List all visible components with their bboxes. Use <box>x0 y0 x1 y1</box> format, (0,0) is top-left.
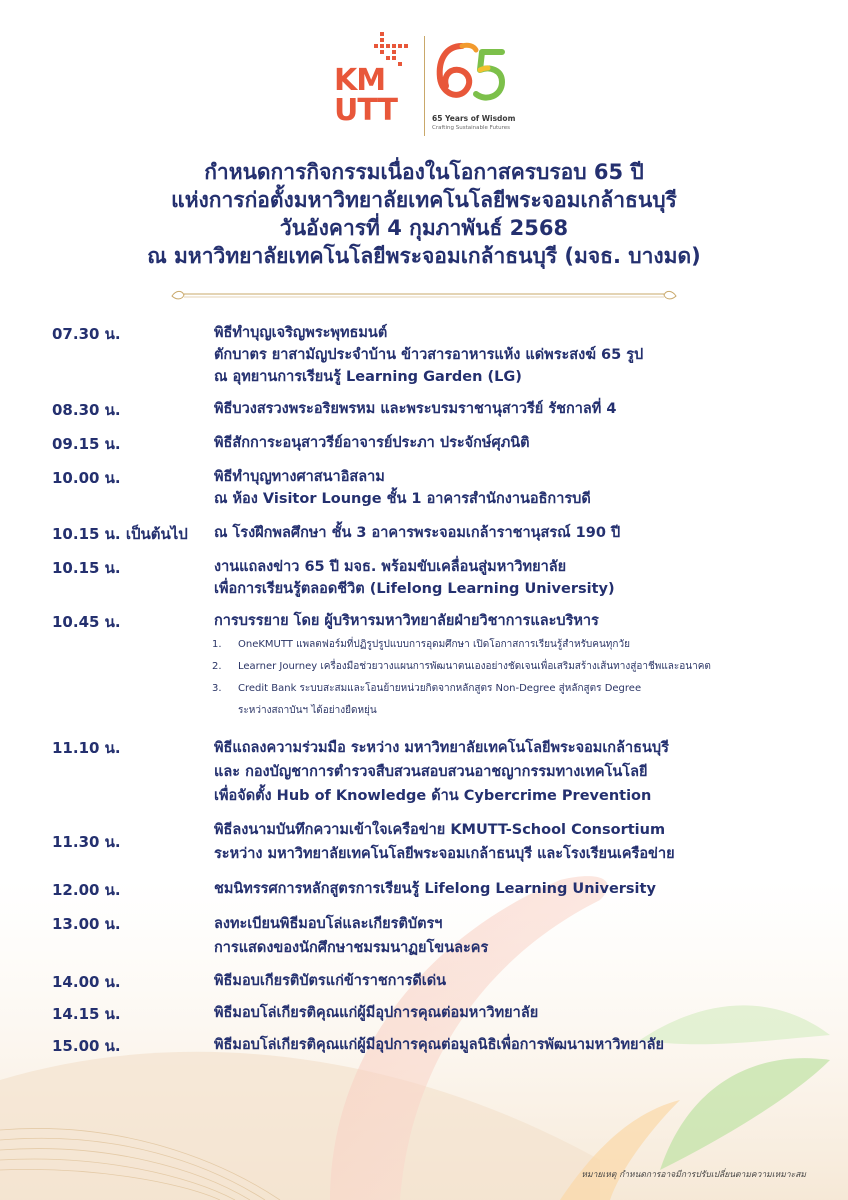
schedule-line: การแสดงของนักศึกษาชมรมนาฏยโขนละคร <box>214 940 489 956</box>
schedule-row <box>52 878 832 900</box>
title-line-2: แห่งการก่อตั้งมหาวิทยาลัยเทคโนโลยีพระจอมเกล้าธนบุรี <box>171 188 677 212</box>
schedule-line: พิธีทำบุญทางศาสนาอิสลาม <box>214 469 385 485</box>
schedule-row <box>52 432 832 454</box>
sixtyfive-subtitle: Crafting Sustainable Futures <box>432 125 511 131</box>
schedule-line: การบรรยาย โดย ผู้บริหารมหาวิทยาลัยฝ่ายวิชาการและบริหาร <box>214 613 599 629</box>
title-line-1: กำหนดการกิจกรรมเนื่องในโอกาสครบรอบ 65 ปี <box>204 160 644 184</box>
schedule-time: 14.00 น. <box>52 973 121 991</box>
schedule-row <box>52 398 832 420</box>
kmutt-text-line1: KM <box>334 63 386 98</box>
schedule-line: พิธีบวงสรวงพระอริยพรหม และพระบรมราชานุสาวรีย์ รัชกาลที่ 4 <box>214 401 617 417</box>
schedule-time: 11.30 น. <box>52 833 121 851</box>
schedule-line: ณ อุทยานการเรียนรู้ Learning Garden (LG) <box>214 369 522 385</box>
schedule-row <box>52 818 832 866</box>
schedule-time: 10.15 น. เป็นต้นไป <box>52 525 188 543</box>
schedule-time: 14.15 น. <box>52 1005 121 1023</box>
schedule-time: 13.00 น. <box>52 915 121 933</box>
schedule-line: ตักบาตร ยาสามัญประจำบ้าน ข้าวสารอาหารแห้ง แด่พระสงฆ์ 65 รูป <box>214 347 644 363</box>
schedule-line: ณ ห้อง Visitor Lounge ชั้น 1 อาคารสำนักงานอธิการบดี <box>214 491 591 507</box>
list-item: 2. Learner Journey เครื่องมือช่วยวางแผนการพัฒนาตนเองอย่างชัดเจนเพื่อเสริมสร้างเส้นทางสู่อาชีพและอนาคต <box>212 661 711 672</box>
schedule-line: ระหว่าง มหาวิทยาลัยเทคโนโลยีพระจอมเกล้าธนบุรี และโรงเรียนเครือข่าย <box>214 846 675 862</box>
schedule-time: 10.15 น. <box>52 559 121 577</box>
schedule-time: 10.45 น. <box>52 613 121 631</box>
schedule-row <box>52 522 832 544</box>
schedule-line: พิธีมอบโล่เกียรติคุณแก่ผู้มีอุปการคุณต่อมูลนิธิเพื่อการพัฒนามหาวิทยาลัย <box>214 1037 665 1053</box>
title-line-3: วันอังคารที่ 4 กุมภาพันธ์ 2568 <box>279 216 569 240</box>
schedule-line: พิธีมอบเกียรติบัตรแก่ข้าราชการดีเด่น <box>214 973 447 989</box>
list-item-continuation: ระหว่างสถาบันฯ ได้อย่างยืดหยุ่น <box>238 705 377 716</box>
schedule-time: 12.00 น. <box>52 881 121 899</box>
schedule <box>52 322 832 1056</box>
ornament-divider <box>170 288 678 304</box>
schedule-line: ชมนิทรรศการหลักสูตรการเรียนรู้ Lifelong Learning University <box>214 881 656 897</box>
schedule-time: 07.30 น. <box>52 325 121 343</box>
sixtyfive-title: 65 Years of Wisdom <box>432 114 516 123</box>
list-item: 1. OneKMUTT แพลตฟอร์มที่ปฏิรูปรูปแบบการอุดมศึกษา เปิดโอกาสการเรียนรู้สำหรับคนทุกวัย <box>212 639 630 650</box>
kmutt-text-line2: UTT <box>334 93 397 128</box>
schedule-line: พิธีลงนามบันทึกความเข้าใจเครือข่าย KMUTT-School Consortium <box>214 822 666 838</box>
footnote: หมายเหตุ กำหนดการอาจมีการปรับเปลี่ยนตามความเหมาะสม <box>581 1170 806 1180</box>
schedule-line: เพื่อการเรียนรู้ตลอดชีวิต (Lifelong Learning University) <box>214 581 615 597</box>
kmutt-logo <box>330 30 420 135</box>
schedule-row <box>52 736 832 808</box>
schedule-line: พิธีแถลงความร่วมมือ ระหว่าง มหาวิทยาลัยเทคโนโลยีพระจอมเกล้าธนบุรี <box>214 740 669 756</box>
schedule-time: 09.15 น. <box>52 435 121 453</box>
schedule-line: ลงทะเบียนพิธีมอบโล่และเกียรติบัตรฯ <box>214 916 443 932</box>
schedule-line: พิธีทำบุญเจริญพระพุทธมนต์ <box>214 325 388 341</box>
schedule-line: พิธีสักการะอนุสาวรีย์อาจารย์ประภา ประจักษ์ศุภนิติ <box>214 435 530 451</box>
schedule-row <box>52 1034 832 1056</box>
schedule-row <box>52 322 832 388</box>
schedule-row <box>52 912 832 960</box>
schedule-row <box>52 1002 832 1024</box>
schedule-row <box>52 610 832 722</box>
logo-divider <box>424 36 425 136</box>
schedule-line: เพื่อจัดตั้ง Hub of Knowledge ด้าน Cybercrime Prevention <box>214 788 652 804</box>
schedule-time: 08.30 น. <box>52 401 121 419</box>
schedule-row <box>52 556 832 600</box>
schedule-time: 11.10 น. <box>52 739 121 757</box>
sixtyfive-logo <box>432 38 512 108</box>
schedule-time: 15.00 น. <box>52 1037 121 1055</box>
schedule-line: ณ โรงฝึกพลศึกษา ชั้น 3 อาคารพระจอมเกล้าราชานุสรณ์ 190 ปี <box>214 525 621 541</box>
schedule-row <box>52 970 832 992</box>
lecture-sublist <box>212 634 832 722</box>
title-line-4: ณ มหาวิทยาลัยเทคโนโลยีพระจอมเกล้าธนบุรี (มจธ. บางมด) <box>147 244 701 268</box>
schedule-line: และ กองบัญชาการตำรวจสืบสวนสอบสวนอาชญากรรมทางเทคโนโลยี <box>214 764 648 780</box>
schedule-row <box>52 466 832 510</box>
schedule-line: พิธีมอบโล่เกียรติคุณแก่ผู้มีอุปการคุณต่อมหาวิทยาลัย <box>214 1005 539 1021</box>
list-item: 3. Credit Bank ระบบสะสมและโอนย้ายหน่วยกิตจากหลักสูตร Non-Degree สู่หลักสูตร Degree <box>212 683 642 694</box>
schedule-line: งานแถลงข่าว 65 ปี มจธ. พร้อมขับเคลื่อนสู่มหาวิทยาลัย <box>214 559 567 575</box>
title-block <box>0 158 848 270</box>
schedule-time: 10.00 น. <box>52 469 121 487</box>
header-logos <box>330 30 530 140</box>
